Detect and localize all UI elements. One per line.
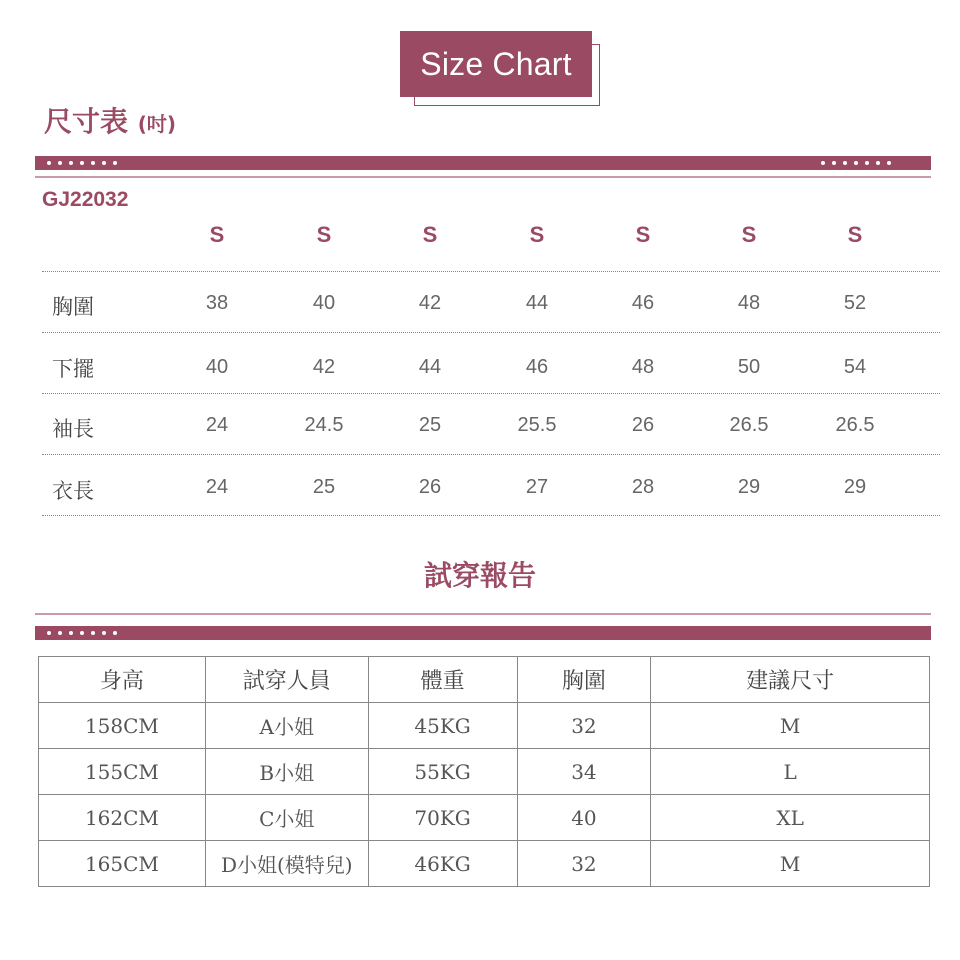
table-row: [39, 749, 930, 795]
measurement-cell: 42: [418, 292, 442, 314]
row-divider: [42, 271, 940, 272]
measurement-cell: 46: [525, 356, 549, 378]
measurement-cell: 25: [418, 414, 442, 436]
size-header: S: [316, 222, 332, 247]
row-divider: [42, 393, 940, 394]
chest-cell: 34: [517, 749, 651, 795]
divider-line: [35, 613, 931, 615]
measurement-cell: 54: [843, 356, 867, 378]
row-label-chest: 胸圍: [52, 295, 94, 319]
chest-cell: 32: [517, 841, 651, 887]
measurement-cell: 38: [205, 292, 229, 314]
measurement-cell: 26: [631, 414, 655, 436]
decorative-bar-top: [35, 156, 931, 170]
header-weight: 體重: [368, 657, 517, 703]
measurement-cell: 48: [737, 292, 761, 314]
tester-cell: D小姐(模特兒): [205, 841, 368, 887]
dots-right: [821, 156, 891, 170]
table-row: [39, 703, 930, 749]
measurement-cell: 26.5: [729, 414, 769, 436]
size-cell: XL: [651, 795, 930, 841]
size-header: S: [635, 222, 651, 247]
measurement-cell: 44: [525, 292, 549, 314]
height-cell: 155CM: [39, 749, 206, 795]
title-text: 尺寸表: [44, 105, 129, 138]
header-height: 身高: [39, 657, 206, 703]
row-divider: [42, 454, 940, 455]
header-recommended-size: 建議尺寸: [651, 657, 930, 703]
header-chest: 胸圍: [517, 657, 651, 703]
measurement-cell: 40: [312, 292, 336, 314]
row-divider: [42, 332, 940, 333]
height-cell: 158CM: [39, 703, 206, 749]
measurement-cell: 44: [418, 356, 442, 378]
weight-cell: 70KG: [368, 795, 517, 841]
measurement-cell: 28: [631, 476, 655, 498]
measurement-cell: 26: [418, 476, 442, 498]
row-divider: [42, 515, 940, 516]
product-code: GJ22032: [42, 188, 129, 211]
dots-left: [47, 626, 117, 640]
size-cell: M: [651, 703, 930, 749]
decorative-bar-bottom: [35, 626, 931, 640]
measurement-cell: 24: [205, 414, 229, 436]
size-header: S: [529, 222, 545, 247]
measurement-cell: 24: [205, 476, 229, 498]
page-title: [44, 100, 176, 140]
measurement-cell: 48: [631, 356, 655, 378]
size-header: S: [847, 222, 863, 247]
chest-cell: 32: [517, 703, 651, 749]
measurement-cell: 50: [737, 356, 761, 378]
fit-report-title: 試穿報告: [423, 559, 536, 592]
row-label-length: 衣長: [52, 479, 94, 503]
measurement-cell: 52: [843, 292, 867, 314]
measurement-cell: 42: [312, 356, 336, 378]
height-cell: 162CM: [39, 795, 206, 841]
fit-report-table: [38, 656, 930, 887]
size-cell: L: [651, 749, 930, 795]
tester-cell: A小姐: [205, 703, 368, 749]
measurement-cell: 46: [631, 292, 655, 314]
table-row: [39, 841, 930, 887]
header-tester: 試穿人員: [205, 657, 368, 703]
measurement-cell: 25: [312, 476, 336, 498]
size-chart-badge: Size Chart: [400, 31, 592, 97]
weight-cell: 45KG: [368, 703, 517, 749]
size-header: S: [422, 222, 438, 247]
height-cell: 165CM: [39, 841, 206, 887]
table-row: [39, 795, 930, 841]
tester-cell: C小姐: [205, 795, 368, 841]
weight-cell: 46KG: [368, 841, 517, 887]
divider-line: [35, 176, 931, 178]
measurement-cell: 27: [525, 476, 549, 498]
measurement-cell: 29: [737, 476, 761, 498]
measurement-cell: 40: [205, 356, 229, 378]
measurement-cell: 24.5: [304, 414, 344, 436]
table-header-row: [39, 657, 930, 703]
size-header: S: [741, 222, 757, 247]
measurement-cell: 29: [843, 476, 867, 498]
chest-cell: 40: [517, 795, 651, 841]
tester-cell: B小姐: [205, 749, 368, 795]
title-unit: (吋): [137, 112, 177, 136]
weight-cell: 55KG: [368, 749, 517, 795]
size-cell: M: [651, 841, 930, 887]
row-label-sleeve: 袖長: [52, 417, 94, 441]
measurement-cell: 25.5: [517, 414, 557, 436]
row-label-hem: 下擺: [52, 357, 94, 381]
dots-left: [47, 156, 117, 170]
size-header: S: [209, 222, 225, 247]
measurement-cell: 26.5: [835, 414, 875, 436]
